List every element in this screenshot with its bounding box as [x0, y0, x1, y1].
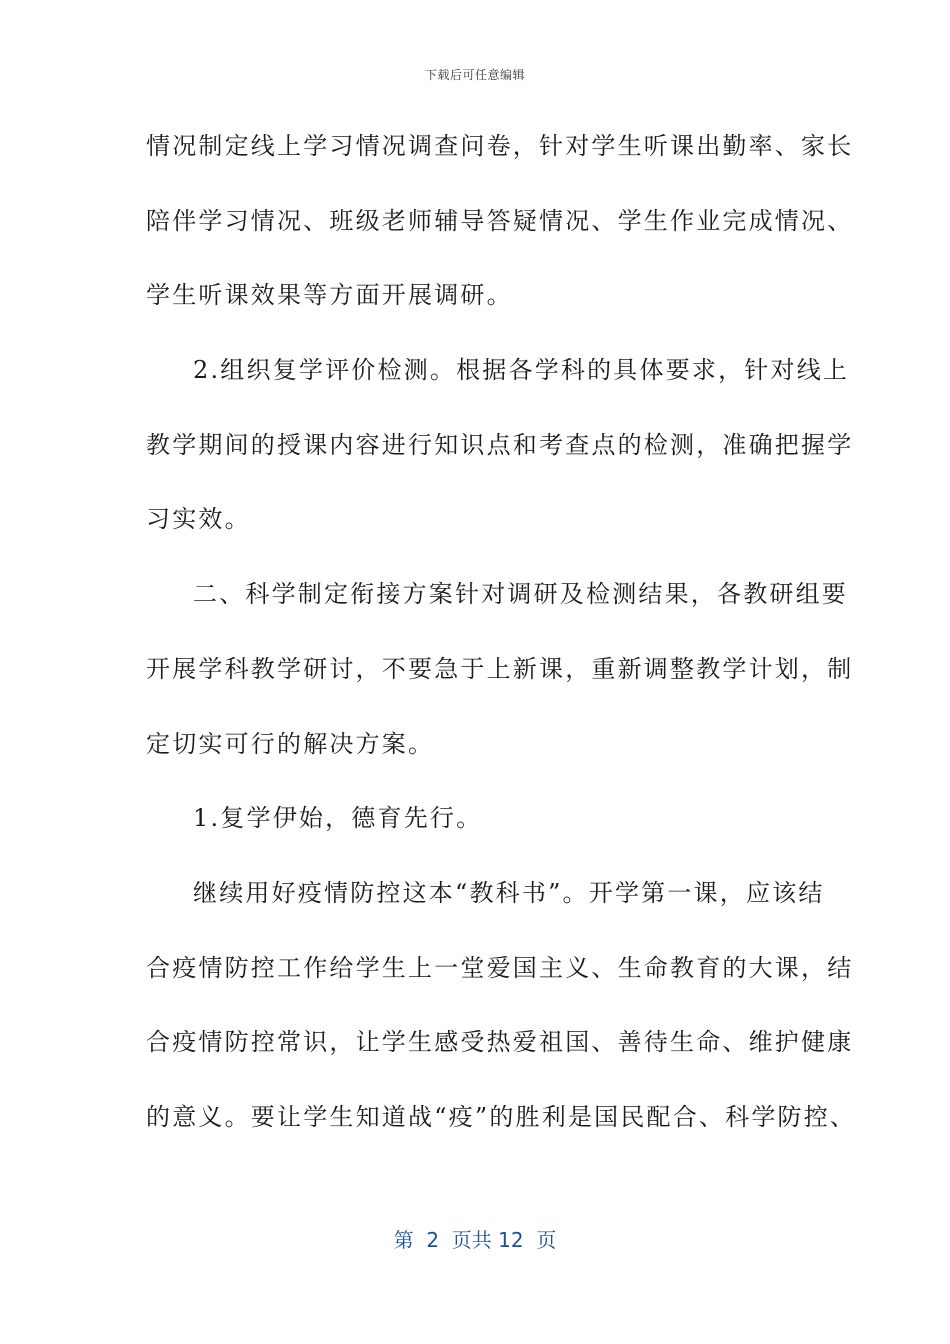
text-line: 继续用好疫情防控这本“教科书”。开学第一课，应该结: [193, 878, 825, 907]
page-number-footer: 第 2 页共 12 页: [393, 1228, 557, 1252]
text-line: 二、科学制定衔接方案针对调研及检测结果，各教研组要: [193, 580, 848, 609]
text-line: 情况制定线上学习情况调查问卷，针对学生听课出勤率、家长: [146, 132, 854, 160]
text-line: 合疫情防控工作给学生上一堂爱国主义、生命教育的大课，结: [146, 953, 854, 982]
text-line: 1.复学伊始，德育先行。: [193, 804, 483, 833]
text-line: 学生听课效果等方面开展调研。: [146, 281, 513, 310]
document-body: [146, 122, 857, 1168]
text-line: 教学期间的授课内容进行知识点和考查点的检测，准确把握学: [146, 430, 854, 459]
text-line: 定切实可行的解决方案。: [146, 729, 435, 758]
text-line: 陪伴学习情况、班级老师辅导答疑情况、学生作业完成情况、: [146, 206, 854, 235]
text-line: 合疫情防控常识，让学生感受热爱祖国、善待生命、维护健康: [146, 1028, 854, 1057]
text-line: 开展学科教学研讨，不要急于上新课，重新调整教学计划，制: [146, 654, 854, 683]
text-line: 的意义。要让学生知道战“疫”的胜利是国民配合、科学防控、: [146, 1102, 857, 1131]
text-line: 习实效。: [146, 505, 251, 534]
header-note: 下载后可任意编辑: [424, 68, 525, 82]
text-line: 2.组织复学评价检测。根据各学科的具体要求，针对线上: [193, 356, 850, 385]
